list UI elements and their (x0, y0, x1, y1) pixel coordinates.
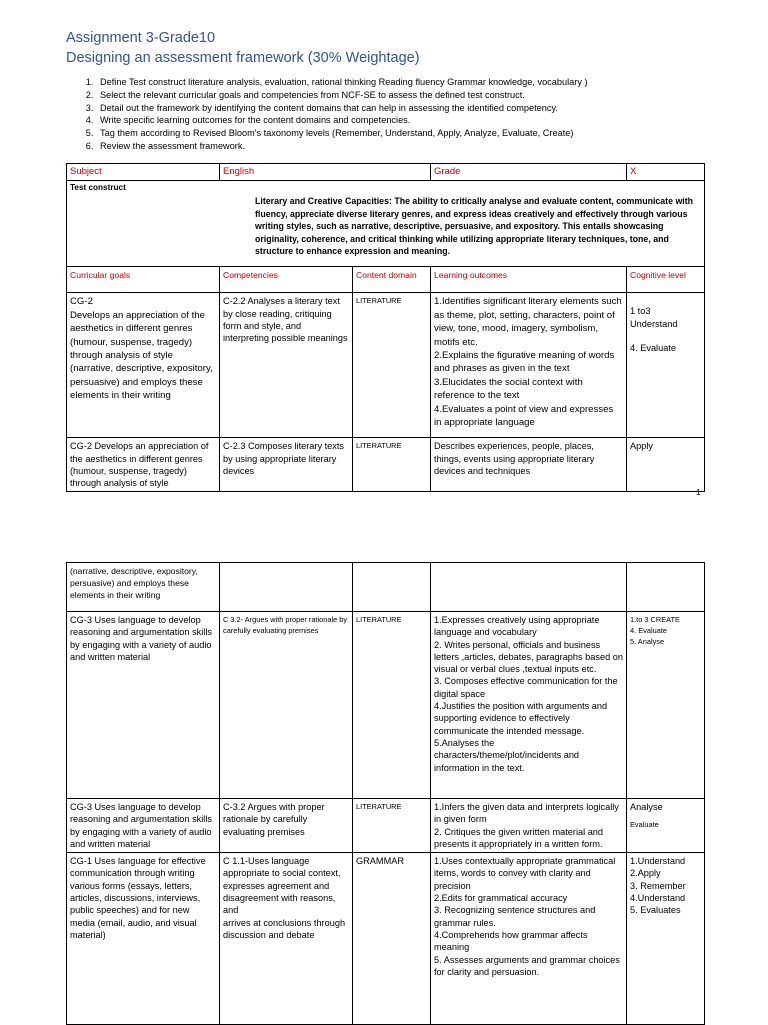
test-construct-cell (67, 181, 705, 267)
table-row (67, 293, 705, 438)
column-header-outcomes: Learning outcomes (431, 267, 627, 293)
grade-value: X (627, 164, 705, 181)
instruction-item: 5. Tag them according to Revised Bloom's taxonomy levels (Remember, Understand, Apply, Analyze, Evaluate, Create) (96, 127, 736, 140)
content-domain: LITERATURE (353, 799, 431, 853)
competency: C-2.2 Analyses a literary text by close reading, critiquing form and style, and interpreting possible meanings (220, 293, 353, 438)
assignment-subtitle: Designing an assessment framework (30% Weightage) (66, 50, 420, 66)
table-row (67, 438, 705, 492)
column-header-competencies: Competencies (220, 267, 353, 293)
cognitive-level: Apply (627, 438, 705, 492)
instruction-item: 2. Select the relevant curricular goals and competencies from NCF-SE to assess the defined test construct. (96, 89, 736, 102)
cognitive-level-cell (627, 799, 705, 853)
content-domain (353, 563, 431, 612)
learning-outcomes: 1.Uses contextually appropriate grammatical items, words to convey with clarity and precision 2.Edits for grammatical accuracy 3. Recognizing sentence structures and grammar rules. 4.Comprehends how grammar affects meaning 5. Assesses arguments and grammar choices for clarity and persuasion. (431, 853, 627, 1025)
framework-table-page2 (66, 562, 705, 1025)
learning-outcomes: 1.Identifies significant literary elements such as theme, plot, setting, characters, point of view, tone, mood, imagery, symbolism, motifs etc. 2.Explains the figurative meaning of words and phrases as given in the text 3.Elucidates the social context with reference to the text 4.Evaluates a point of view and expresses in appropriate language (431, 293, 627, 438)
content-domain: LITERATURE (353, 438, 431, 492)
learning-outcomes: Describes experiences, people, places, things, events using appropriate literary devices and techniques (431, 438, 627, 492)
curricular-goal: (narrative, descriptive, expository, persuasive) and employs these elements in their writing (67, 563, 220, 612)
cognitive-level: 1.to 3 CREATE 4. Evaluate 5. Analyse (627, 612, 705, 799)
curricular-goal: CG-1 Uses language for effective communication through writing various forms (essays, letters, articles, discussions, interviews, public speeches) and for new media (email, audio, and visual material) (67, 853, 220, 1025)
cognitive-level: 1.Understand 2.Apply 3. Remember 4.Understand 5. Evaluates (627, 853, 705, 1025)
column-header-domain: Content domain (353, 267, 431, 293)
cognitive-level: Evaluate (630, 820, 659, 830)
table-row (67, 799, 705, 853)
learning-outcomes: 1.Expresses creatively using appropriate language and vocabulary 2. Writes personal, officials and business letters ,articles, debates, paragraphs based on visual or verbal clues ,textual inputs etc. 3. Composes effective communication for the digital space 4.Justifies the position with arguments and supporting evidence to effectively communicate the intended message. 5.Analyses the characters/theme/plot/incidents and information in the text. (431, 612, 627, 799)
assignment-title: Assignment 3-Grade10 (66, 30, 216, 46)
instruction-list (66, 76, 736, 153)
subject-label: Subject (67, 164, 220, 181)
column-header-goals: Curricular goals (67, 267, 220, 293)
instruction-item: 6. Review the assessment framework. (96, 140, 736, 153)
competency: C 1.1-Uses language appropriate to social context, expresses agreement and disagreement with reasons, and arrives at conclusions through discussion and debate (220, 853, 353, 1025)
curricular-goal: CG-2 Develops an appreciation of the aesthetics in different genres (humour, suspense, tragedy) through analysis of style (67, 438, 220, 492)
content-domain: GRAMMAR (353, 853, 431, 1025)
test-construct-text: Literary and Creative Capacities: The ability to critically analyse and evaluate content, communicate with fluency, appreciate diverse literary genres, and express ideas creatively and effectively through various writing styles, such as narrative, descriptive, persuasive, and expository. This entails showcasing originality, coherence, and critical thinking while utilizing appropriate literary techniques, tone, and structure to enhance expression and meaning. (255, 196, 694, 256)
competency: C 3.2- Argues with proper rationale by carefully evaluating premises (220, 612, 353, 799)
subject-value: English (220, 164, 431, 181)
cognitive-level: Analyse (630, 802, 663, 812)
content-domain: LITERATURE (353, 612, 431, 799)
instruction-item: 4. Write specific learning outcomes for the content domains and competencies. (96, 114, 736, 127)
table-row (67, 612, 705, 799)
cognitive-level: 1 to3 Understand 4. Evaluate (627, 293, 705, 438)
competency: C-3.2 Argues with proper rationale by carefully evaluating premises (220, 799, 353, 853)
cognitive-level (627, 563, 705, 612)
framework-table-page1 (66, 163, 705, 492)
competency (220, 563, 353, 612)
test-construct-label: Test construct (70, 183, 126, 193)
curricular-goal: CG-3 Uses language to develop reasoning and argumentation skills by engaging with a variety of audio and written material (67, 799, 220, 853)
table-row (67, 563, 705, 612)
column-header-cognitive: Cognitive level (627, 267, 705, 293)
content-domain: LITERATURE (353, 293, 431, 438)
instruction-item: 1. Define Test construct literature analysis, evaluation, rational thinking Reading fluency Grammar knowledge, vocabulary ) (96, 76, 736, 89)
curricular-goal: CG-2 Develops an appreciation of the aesthetics in different genres (humour, suspense, tragedy) through analysis of style (narrative, descriptive, expository, persuasive) and employs these elements in their writing (67, 293, 220, 438)
curricular-goal: CG-3 Uses language to develop reasoning and argumentation skills by engaging with a variety of audio and written material (67, 612, 220, 799)
learning-outcomes: 1.Infers the given data and interprets logically in given form 2. Critiques the given written material and presents it appropriately in a written form. (431, 799, 627, 853)
table-row (67, 853, 705, 1025)
competency: C-2.3 Composes literary texts by using appropriate literary devices (220, 438, 353, 492)
instruction-item: 3. Detail out the framework by identifying the content domains that can help in assessing the identified competency. (96, 102, 736, 115)
grade-label: Grade (431, 164, 627, 181)
learning-outcomes (431, 563, 627, 612)
page-number: 1 (696, 487, 701, 497)
